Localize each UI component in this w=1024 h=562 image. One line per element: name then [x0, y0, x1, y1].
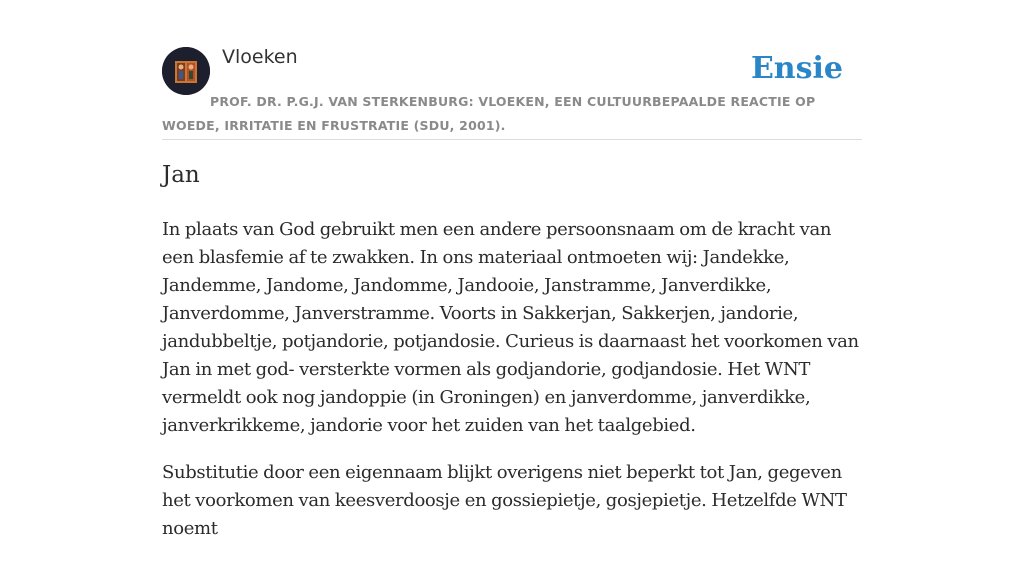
article-header: [162, 0, 862, 140]
collection-name-link[interactable]: Vloeken: [222, 46, 298, 68]
source-citation: PROF. DR. P.G.J. VAN STERKENBURG: VLOEKEN, EEN CULTUURBEPAALDE REACTIE OP WOEDE, IRRITATIE EN FRUSTRATIE (SDU, 2001).: [162, 94, 816, 133]
book-cover-icon: [162, 47, 210, 95]
body-paragraph: Substitutie door een eigennaam blijkt overigens niet beperkt tot Jan, gegeven het voorkomen van keesverdoosje en gossiepietje, gosjepietje. Hetzelfde WNT noemt: [162, 462, 847, 539]
article-body: [162, 216, 862, 562]
collection-avatar[interactable]: [162, 47, 210, 95]
article-page: [162, 0, 862, 539]
article-title: Jan: [162, 162, 200, 188]
body-paragraph: In plaats van God gebruikt men een andere persoonsnaam om de kracht van een blasfemie af te zwakken. In ons materiaal ontmoeten wij: Jandekke, Jandemme, Jandome, Jandomme, Jandooie, Janstramme, Janverdikke, Janverdomme, Janverstramme. Voorts in Sakkerjan, Sakkerjen, jandorie, jandubbeltje, potjandorie, potjandosie. Curieus is daarnaast het voorkomen van Jan in met god- versterkte vormen als godjandorie, godjandosie. Het WNT vermeldt ook nog jandoppie (in Groningen) en janverdomme, janverdikke, janverkrikkeme, jandorie voor het zuiden van het taalgebied.: [162, 219, 859, 436]
brand-logo[interactable]: Ensie: [750, 51, 843, 86]
